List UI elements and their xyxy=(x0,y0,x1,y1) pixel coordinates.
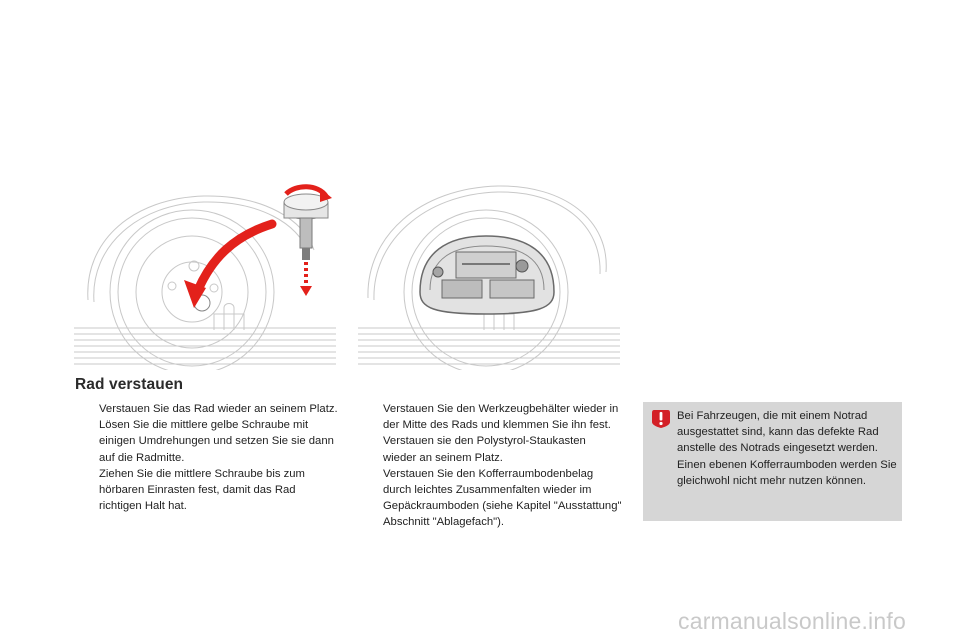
exclamation-icon xyxy=(651,408,671,428)
steps-list-left xyxy=(76,401,338,514)
list-item: Ziehen Sie die mittlere Schraube bis zum hörbaren Einrasten fest, damit das Rad richtigen Halt hat. xyxy=(99,467,305,513)
list-item: Lösen Sie die mittlere gelbe Schraube mit einigen Umdrehungen und setzen Sie sie dann auf die Radmitte. xyxy=(99,419,334,464)
warning-text: Bei Fahrzeugen, die mit einem Notrad ausgestattet sind, kann das defekte Rad anstelle des Notrads eingesetzt werden. Einen ebenen Kofferraumboden werden Sie gleichwohl nicht mehr nutzen können. xyxy=(677,410,897,487)
wheel-toolbox-illustration xyxy=(358,180,620,370)
steps-list-right xyxy=(360,401,622,531)
spare-wheel-screw-illustration xyxy=(74,180,336,370)
list-item: Verstauen Sie den Werkzeugbehälter wieder in der Mitte des Rads und klemmen Sie ihn fest. xyxy=(383,403,619,432)
list-item: Verstauen Sie das Rad wieder an seinem Platz. xyxy=(99,403,338,415)
list-item: Verstauen Sie den Kofferraumbodenbelag durch leichtes Zusammenfalten wieder im Gepäckraumboden (siehe Kapitel "Ausstattung" Abschnitt "Ablagefach"). xyxy=(383,467,622,529)
watermark: carmanualsonline.info xyxy=(678,608,906,634)
list-item: Verstauen sie den Polystyrol-Staukasten wieder an seinem Platz. xyxy=(383,435,586,464)
section-title: Rad verstauen xyxy=(75,376,184,393)
